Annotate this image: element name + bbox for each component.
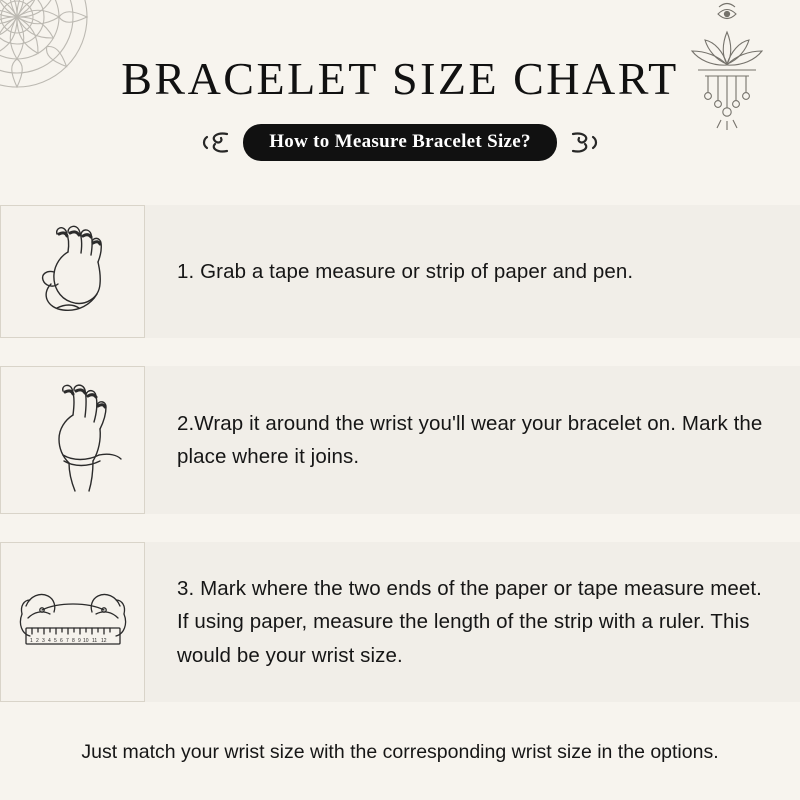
list-item [0, 542, 800, 702]
svg-text:1: 1 [29, 638, 33, 644]
svg-text:11: 11 [91, 638, 97, 644]
subtitle-row [0, 124, 800, 161]
svg-text:3: 3 [41, 638, 45, 644]
step-illustration [0, 205, 145, 338]
steps-list [0, 205, 800, 730]
svg-text:12: 12 [100, 638, 107, 644]
step-text: 3. Mark where the two ends of the paper or tape measure meet. If using paper, measure the length of the strip with a ruler. This would be your wrist size. [177, 577, 762, 667]
list-item [0, 366, 800, 514]
svg-text:7: 7 [65, 638, 69, 644]
svg-text:8: 8 [71, 638, 75, 644]
hands-measuring-strip-with-ruler-illustration [8, 562, 138, 682]
svg-text:2: 2 [35, 638, 39, 644]
step-text: 1. Grab a tape measure or strip of paper and pen. [177, 259, 634, 283]
step-illustration [0, 366, 145, 514]
subtitle-badge: How to Measure Bracelet Size? [243, 124, 557, 161]
hand-holding-tape-measure-illustration [13, 212, 133, 332]
footer-note: Just match your wrist size with the corresponding wrist size in the options. [81, 741, 719, 763]
svg-text:10: 10 [82, 638, 89, 644]
swirl-flourish-right-icon [569, 129, 599, 157]
page-title: BRACELET SIZE CHART [121, 53, 679, 104]
step-text: 2.Wrap it around the wrist you'll wear your bracelet on. Mark the place where it joins. [177, 411, 763, 468]
hand-with-tape-around-wrist-illustration [13, 375, 133, 505]
svg-text:4: 4 [47, 638, 51, 644]
swirl-flourish-left-icon [201, 129, 231, 157]
svg-text:6: 6 [59, 638, 63, 644]
step-illustration [0, 542, 145, 702]
svg-text:5: 5 [53, 638, 57, 644]
list-item [0, 205, 800, 338]
svg-text:9: 9 [77, 638, 81, 644]
